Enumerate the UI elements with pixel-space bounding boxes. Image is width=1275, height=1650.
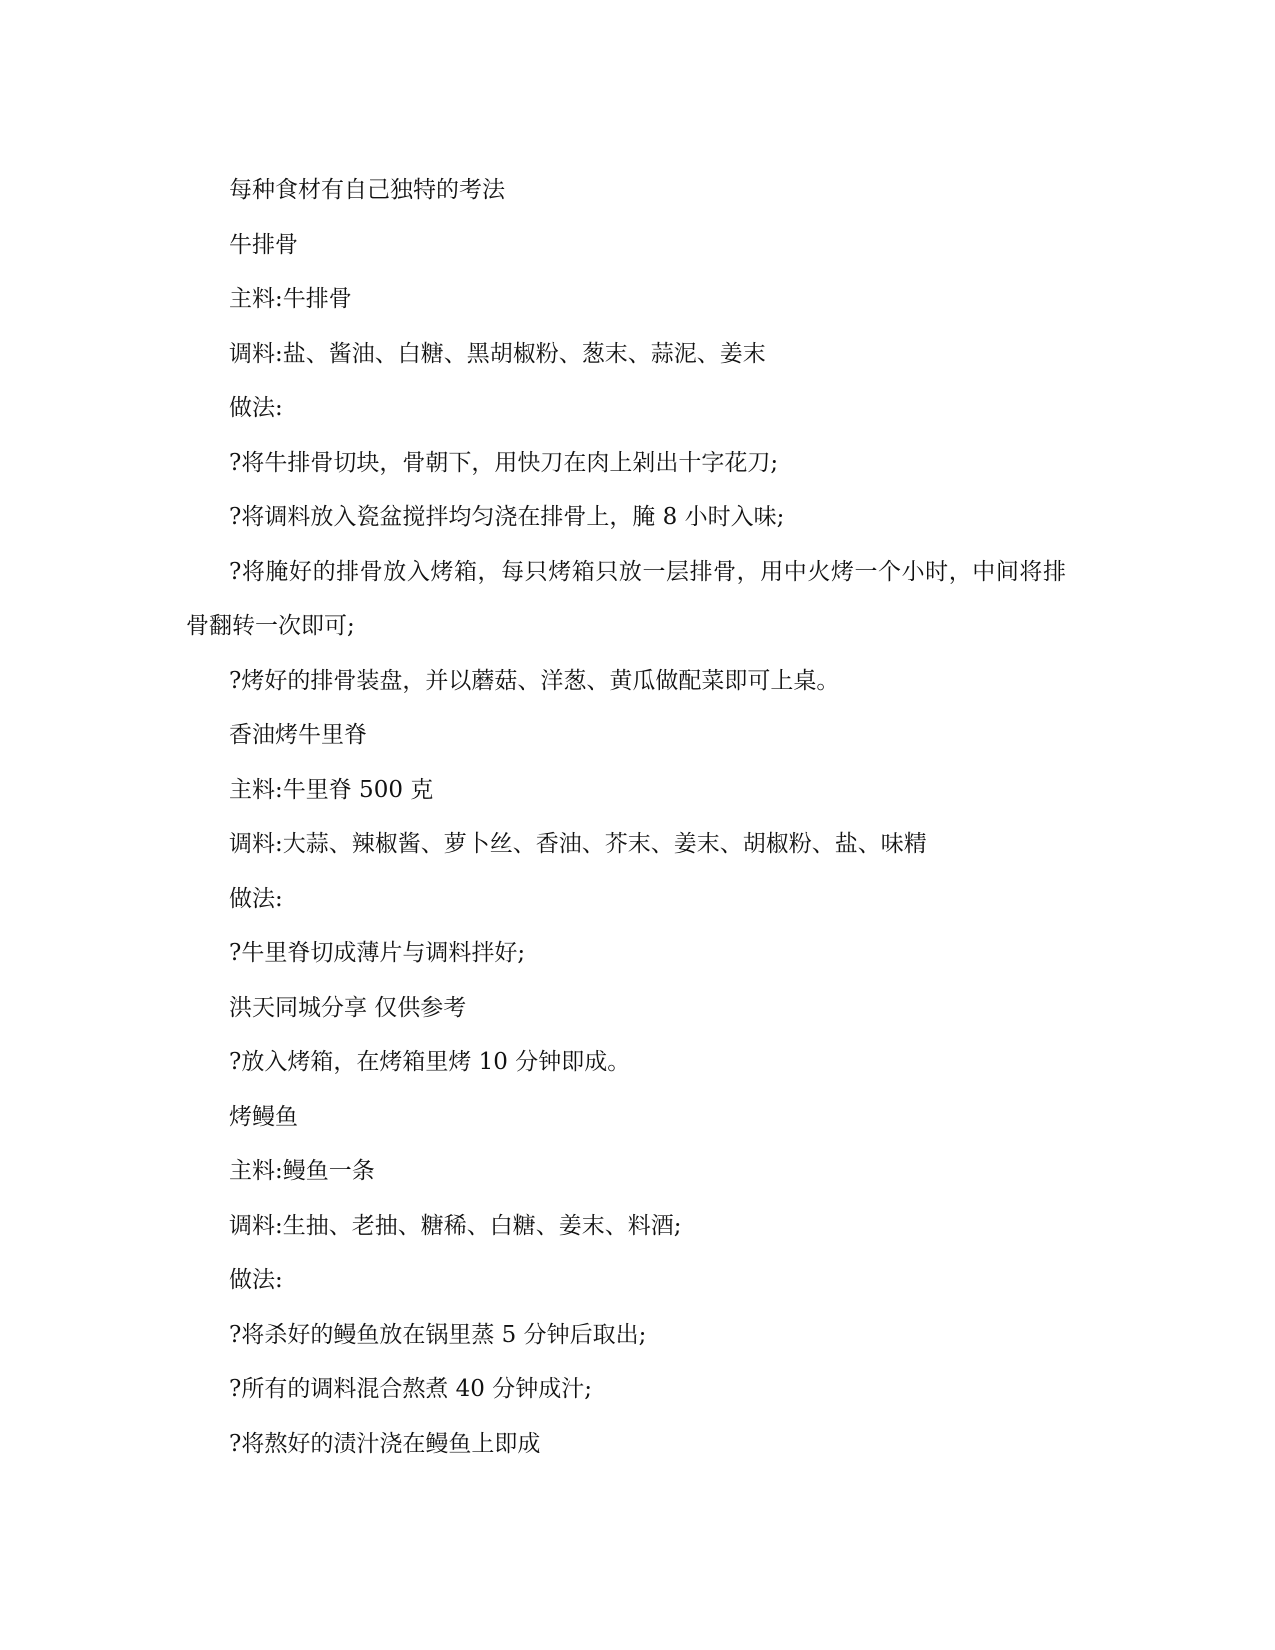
recipe-title-beef-ribs: 牛排骨 [229,231,298,258]
intro-line: 每种食材有自己独特的考法 [229,177,505,203]
method-heading: 做法: [229,885,283,912]
method-step: ?将牛排骨切块，骨朝下，用快刀在肉上剁出十字花刀; [229,449,779,476]
main-ingredient-line: 主料:牛排骨 [229,286,352,312]
method-step: ?将杀好的鳗鱼放在锅里蒸 5 分钟后取出; [229,1321,647,1348]
method-heading: 做法: [229,1267,283,1293]
main-ingredient-line: 主料:牛里脊 500 克 [229,776,434,803]
recipe-title-sesame-beef: 香油烤牛里脊 [229,722,367,748]
main-ingredient-line: 主料:鳗鱼一条 [229,1158,375,1184]
method-step: ?将熬好的渍汁浇在鳗鱼上即成 [229,1430,541,1457]
method-step: ?放入烤箱，在烤箱里烤 10 分钟即成。 [229,1049,631,1075]
recipe-title-eel: 烤鳗鱼 [229,1103,298,1130]
source-note: 洪天同城分享 仅供参考 [229,994,467,1021]
method-step: ?牛里脊切成薄片与调料拌好; [229,940,526,966]
seasoning-line: 调料:生抽、老抽、糖稀、白糖、姜末、料酒; [229,1212,682,1239]
seasoning-line: 调料:盐、酱油、白糖、黑胡椒粉、葱末、蒜泥、姜末 [229,340,766,367]
method-heading: 做法: [229,395,283,421]
method-step: ?所有的调料混合熬煮 40 分钟成汁; [229,1376,592,1402]
method-step: ?烤好的排骨装盘，并以蘑菇、洋葱、黄瓜做配菜即可上桌。 [229,667,840,694]
method-step: ?将腌好的排骨放入烤箱，每只烤箱只放一层排骨，用中火烤一个小时，中间将排骨翻转一次即可; [186,558,1066,639]
method-step: ?将调料放入瓷盆搅拌均匀浇在排骨上，腌 8 小时入味; [229,504,785,530]
document-body [186,163,1066,1471]
seasoning-line: 调料:大蒜、辣椒酱、萝卜丝、香油、芥末、姜末、胡椒粉、盐、味精 [229,831,927,857]
